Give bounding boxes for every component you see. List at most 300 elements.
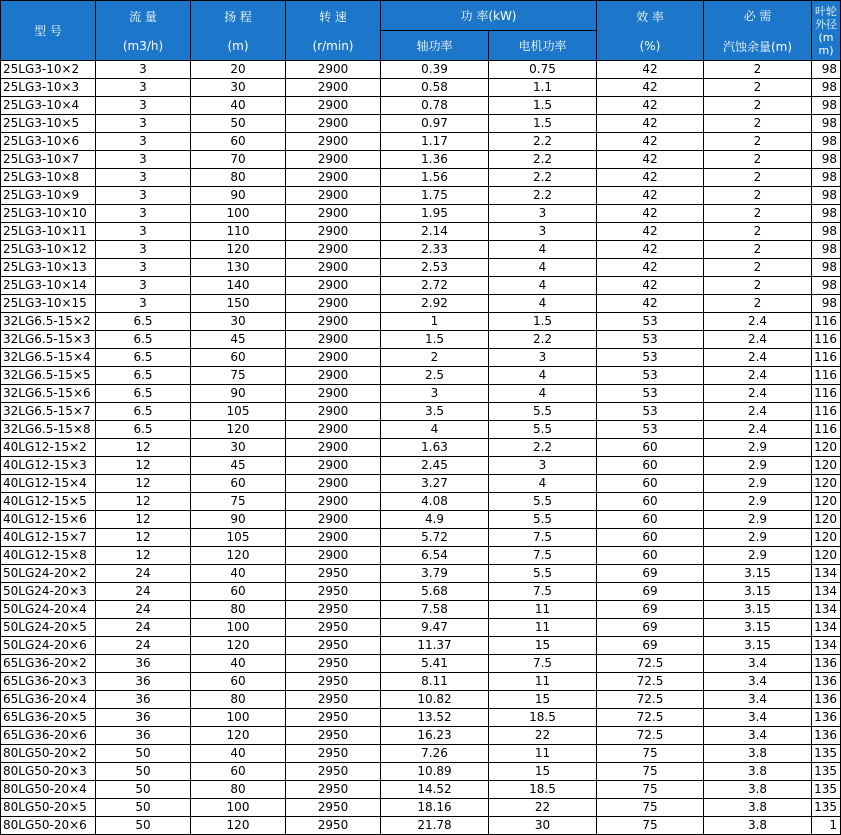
cell-model: 40LG12-15×5: [1, 493, 96, 511]
cell-head: 80: [191, 169, 286, 187]
table-row: [1, 691, 841, 709]
cell-model: 40LG12-15×4: [1, 475, 96, 493]
cell-flow: 3: [96, 295, 191, 313]
cell-speed: 2950: [286, 817, 381, 835]
cell-flow: 3: [96, 133, 191, 151]
cell-npsh: 2.9: [704, 547, 812, 565]
cell-shaft-power: 2.45: [381, 457, 489, 475]
cell-model: 80LG50-20×2: [1, 745, 96, 763]
cell-efficiency: 72.5: [597, 655, 704, 673]
table-row: [1, 439, 841, 457]
cell-npsh: 2: [704, 61, 812, 79]
cell-efficiency: 42: [597, 295, 704, 313]
cell-flow: 24: [96, 601, 191, 619]
cell-flow: 12: [96, 493, 191, 511]
cell-speed: 2900: [286, 223, 381, 241]
table-row: [1, 781, 841, 799]
cell-speed: 2900: [286, 187, 381, 205]
cell-shaft-power: 2.14: [381, 223, 489, 241]
cell-speed: 2950: [286, 619, 381, 637]
cell-model: 25LG3-10×9: [1, 187, 96, 205]
header-speed-label: 转 速: [319, 10, 347, 24]
cell-efficiency: 75: [597, 745, 704, 763]
cell-impeller: 116: [812, 349, 841, 367]
cell-head: 105: [191, 529, 286, 547]
cell-model: 25LG3-10×6: [1, 133, 96, 151]
cell-model: 80LG50-20×4: [1, 781, 96, 799]
cell-flow: 36: [96, 709, 191, 727]
cell-npsh: 2: [704, 133, 812, 151]
cell-model: 50LG24-20×2: [1, 565, 96, 583]
cell-npsh: 2: [704, 205, 812, 223]
cell-efficiency: 72.5: [597, 691, 704, 709]
cell-head: 120: [191, 421, 286, 439]
cell-speed: 2950: [286, 745, 381, 763]
cell-impeller: 135: [812, 781, 841, 799]
table-row: [1, 583, 841, 601]
cell-npsh: 2: [704, 97, 812, 115]
cell-flow: 36: [96, 691, 191, 709]
cell-speed: 2900: [286, 457, 381, 475]
cell-npsh: 2.9: [704, 511, 812, 529]
cell-shaft-power: 6.54: [381, 547, 489, 565]
cell-impeller: 98: [812, 151, 841, 169]
cell-npsh: 2.4: [704, 403, 812, 421]
cell-flow: 24: [96, 637, 191, 655]
cell-motor-power: 11: [489, 601, 597, 619]
cell-efficiency: 53: [597, 313, 704, 331]
table-row: [1, 277, 841, 295]
cell-speed: 2900: [286, 277, 381, 295]
cell-speed: 2900: [286, 169, 381, 187]
cell-efficiency: 75: [597, 799, 704, 817]
cell-speed: 2950: [286, 637, 381, 655]
cell-flow: 3: [96, 259, 191, 277]
cell-impeller: 116: [812, 403, 841, 421]
header-flow-label: 流 量: [129, 10, 157, 24]
cell-npsh: 3.8: [704, 745, 812, 763]
cell-head: 60: [191, 349, 286, 367]
cell-speed: 2900: [286, 241, 381, 259]
cell-npsh: 2.9: [704, 475, 812, 493]
cell-head: 130: [191, 259, 286, 277]
cell-speed: 2950: [286, 709, 381, 727]
cell-efficiency: 60: [597, 493, 704, 511]
cell-npsh: 2.9: [704, 493, 812, 511]
header-impeller: 叶轮外径(mm): [812, 1, 841, 61]
cell-efficiency: 69: [597, 565, 704, 583]
table-row: [1, 655, 841, 673]
cell-npsh: 3.4: [704, 655, 812, 673]
cell-efficiency: 42: [597, 187, 704, 205]
cell-speed: 2950: [286, 583, 381, 601]
cell-motor-power: 3: [489, 223, 597, 241]
cell-head: 40: [191, 655, 286, 673]
cell-model: 80LG50-20×5: [1, 799, 96, 817]
cell-impeller: 116: [812, 385, 841, 403]
cell-motor-power: 5.5: [489, 565, 597, 583]
cell-flow: 50: [96, 799, 191, 817]
cell-speed: 2900: [286, 403, 381, 421]
table-row: [1, 133, 841, 151]
cell-flow: 3: [96, 241, 191, 259]
cell-head: 45: [191, 331, 286, 349]
cell-flow: 50: [96, 763, 191, 781]
cell-shaft-power: 2: [381, 349, 489, 367]
cell-efficiency: 60: [597, 439, 704, 457]
cell-speed: 2900: [286, 367, 381, 385]
cell-flow: 3: [96, 169, 191, 187]
cell-head: 110: [191, 223, 286, 241]
cell-head: 30: [191, 439, 286, 457]
cell-npsh: 2.9: [704, 439, 812, 457]
cell-model: 40LG12-15×3: [1, 457, 96, 475]
cell-npsh: 2: [704, 241, 812, 259]
cell-npsh: 2: [704, 151, 812, 169]
table-row: [1, 241, 841, 259]
cell-shaft-power: 3.79: [381, 565, 489, 583]
cell-efficiency: 69: [597, 637, 704, 655]
cell-impeller: 120: [812, 547, 841, 565]
header-flow-unit: (m3/h): [122, 39, 164, 53]
cell-shaft-power: 2.72: [381, 277, 489, 295]
cell-model: 50LG24-20×6: [1, 637, 96, 655]
cell-motor-power: 3: [489, 349, 597, 367]
cell-efficiency: 53: [597, 367, 704, 385]
cell-head: 60: [191, 583, 286, 601]
cell-model: 40LG12-15×6: [1, 511, 96, 529]
header-flow: [96, 1, 191, 61]
cell-flow: 6.5: [96, 421, 191, 439]
cell-impeller: 116: [812, 331, 841, 349]
cell-efficiency: 42: [597, 241, 704, 259]
cell-impeller: 134: [812, 619, 841, 637]
cell-flow: 3: [96, 79, 191, 97]
cell-model: 25LG3-10×14: [1, 277, 96, 295]
cell-shaft-power: 1.56: [381, 169, 489, 187]
table-row: [1, 727, 841, 745]
table-row: [1, 565, 841, 583]
cell-model: 25LG3-10×7: [1, 151, 96, 169]
cell-impeller: 98: [812, 223, 841, 241]
cell-impeller: 136: [812, 727, 841, 745]
cell-model: 50LG24-20×4: [1, 601, 96, 619]
cell-model: 25LG3-10×15: [1, 295, 96, 313]
cell-npsh: 2: [704, 259, 812, 277]
cell-npsh: 3.8: [704, 817, 812, 835]
cell-efficiency: 53: [597, 331, 704, 349]
cell-impeller: 98: [812, 115, 841, 133]
header-speed: [286, 1, 381, 61]
cell-shaft-power: 13.52: [381, 709, 489, 727]
cell-motor-power: 15: [489, 691, 597, 709]
cell-efficiency: 60: [597, 547, 704, 565]
cell-efficiency: 42: [597, 205, 704, 223]
cell-shaft-power: 0.58: [381, 79, 489, 97]
cell-head: 100: [191, 619, 286, 637]
cell-motor-power: 1.5: [489, 313, 597, 331]
cell-npsh: 3.15: [704, 583, 812, 601]
cell-impeller: 120: [812, 439, 841, 457]
cell-flow: 50: [96, 817, 191, 835]
table-row: [1, 169, 841, 187]
cell-motor-power: 1.5: [489, 97, 597, 115]
cell-efficiency: 42: [597, 259, 704, 277]
cell-shaft-power: 5.68: [381, 583, 489, 601]
table-row: [1, 763, 841, 781]
cell-npsh: 2.4: [704, 421, 812, 439]
cell-head: 120: [191, 727, 286, 745]
table-row: [1, 367, 841, 385]
cell-motor-power: 1.5: [489, 115, 597, 133]
cell-npsh: 2.9: [704, 457, 812, 475]
cell-flow: 12: [96, 439, 191, 457]
cell-flow: 3: [96, 61, 191, 79]
table-row: [1, 601, 841, 619]
table-row: [1, 115, 841, 133]
cell-model: 65LG36-20×2: [1, 655, 96, 673]
cell-flow: 6.5: [96, 367, 191, 385]
cell-motor-power: 4: [489, 475, 597, 493]
cell-shaft-power: 1.36: [381, 151, 489, 169]
table-row: [1, 223, 841, 241]
cell-npsh: 3.8: [704, 781, 812, 799]
cell-impeller: 135: [812, 763, 841, 781]
header-npsh-label: 必 需: [743, 8, 772, 23]
cell-impeller: 134: [812, 583, 841, 601]
cell-model: 80LG50-20×3: [1, 763, 96, 781]
table-row: [1, 619, 841, 637]
cell-head: 45: [191, 457, 286, 475]
cell-shaft-power: 21.78: [381, 817, 489, 835]
cell-model: 32LG6.5-15×6: [1, 385, 96, 403]
cell-efficiency: 42: [597, 151, 704, 169]
cell-motor-power: 15: [489, 763, 597, 781]
cell-impeller: 116: [812, 421, 841, 439]
cell-speed: 2900: [286, 313, 381, 331]
cell-impeller: 120: [812, 511, 841, 529]
cell-impeller: 136: [812, 691, 841, 709]
cell-model: 65LG36-20×5: [1, 709, 96, 727]
cell-impeller: 136: [812, 655, 841, 673]
cell-flow: 6.5: [96, 349, 191, 367]
cell-impeller: 98: [812, 97, 841, 115]
cell-motor-power: 30: [489, 817, 597, 835]
cell-head: 40: [191, 565, 286, 583]
cell-speed: 2950: [286, 799, 381, 817]
cell-model: 25LG3-10×5: [1, 115, 96, 133]
cell-model: 25LG3-10×2: [1, 61, 96, 79]
table-row: [1, 547, 841, 565]
cell-shaft-power: 0.39: [381, 61, 489, 79]
cell-impeller: 116: [812, 367, 841, 385]
cell-speed: 2900: [286, 79, 381, 97]
table-row: [1, 457, 841, 475]
cell-npsh: 2.4: [704, 367, 812, 385]
table-row: [1, 745, 841, 763]
cell-efficiency: 53: [597, 421, 704, 439]
cell-speed: 2900: [286, 547, 381, 565]
cell-flow: 3: [96, 277, 191, 295]
cell-head: 120: [191, 547, 286, 565]
table-row: [1, 511, 841, 529]
cell-impeller: 120: [812, 529, 841, 547]
cell-head: 120: [191, 817, 286, 835]
table-row: [1, 295, 841, 313]
cell-speed: 2900: [286, 475, 381, 493]
cell-model: 65LG36-20×4: [1, 691, 96, 709]
cell-impeller: 134: [812, 637, 841, 655]
cell-impeller: 1: [812, 817, 841, 835]
cell-model: 40LG12-15×2: [1, 439, 96, 457]
table-row: [1, 637, 841, 655]
cell-impeller: 134: [812, 565, 841, 583]
cell-npsh: 2.4: [704, 385, 812, 403]
cell-speed: 2900: [286, 349, 381, 367]
cell-shaft-power: 16.23: [381, 727, 489, 745]
cell-speed: 2900: [286, 421, 381, 439]
cell-model: 32LG6.5-15×3: [1, 331, 96, 349]
cell-motor-power: 4: [489, 385, 597, 403]
header-model: 型 号: [1, 1, 96, 61]
cell-flow: 12: [96, 529, 191, 547]
cell-motor-power: 22: [489, 727, 597, 745]
cell-efficiency: 60: [597, 475, 704, 493]
table-row: [1, 79, 841, 97]
cell-shaft-power: 1.95: [381, 205, 489, 223]
cell-flow: 6.5: [96, 385, 191, 403]
cell-speed: 2950: [286, 655, 381, 673]
cell-model: 25LG3-10×11: [1, 223, 96, 241]
cell-flow: 6.5: [96, 331, 191, 349]
cell-head: 150: [191, 295, 286, 313]
cell-impeller: 135: [812, 745, 841, 763]
cell-efficiency: 72.5: [597, 673, 704, 691]
cell-head: 50: [191, 115, 286, 133]
cell-npsh: 2: [704, 187, 812, 205]
cell-flow: 12: [96, 475, 191, 493]
cell-motor-power: 18.5: [489, 709, 597, 727]
cell-npsh: 2: [704, 277, 812, 295]
cell-shaft-power: 1: [381, 313, 489, 331]
cell-efficiency: 72.5: [597, 709, 704, 727]
cell-npsh: 3.15: [704, 601, 812, 619]
cell-flow: 3: [96, 115, 191, 133]
table-header: [1, 1, 841, 61]
cell-npsh: 2: [704, 79, 812, 97]
cell-efficiency: 75: [597, 817, 704, 835]
cell-flow: 24: [96, 565, 191, 583]
table-row: [1, 799, 841, 817]
cell-impeller: 98: [812, 79, 841, 97]
cell-npsh: 2.9: [704, 529, 812, 547]
cell-head: 20: [191, 61, 286, 79]
cell-flow: 12: [96, 547, 191, 565]
cell-shaft-power: 14.52: [381, 781, 489, 799]
cell-efficiency: 42: [597, 61, 704, 79]
cell-npsh: 3.15: [704, 619, 812, 637]
cell-impeller: 98: [812, 133, 841, 151]
cell-speed: 2950: [286, 601, 381, 619]
cell-motor-power: 1.1: [489, 79, 597, 97]
cell-head: 100: [191, 799, 286, 817]
cell-efficiency: 75: [597, 781, 704, 799]
cell-head: 120: [191, 637, 286, 655]
cell-efficiency: 53: [597, 385, 704, 403]
cell-flow: 3: [96, 151, 191, 169]
cell-efficiency: 69: [597, 601, 704, 619]
cell-efficiency: 42: [597, 223, 704, 241]
cell-motor-power: 4: [489, 295, 597, 313]
cell-npsh: 3.4: [704, 727, 812, 745]
table-row: [1, 493, 841, 511]
table-row: [1, 349, 841, 367]
table-row: [1, 205, 841, 223]
header-npsh-sub: 汽蚀余量(m): [722, 39, 793, 54]
cell-impeller: 135: [812, 799, 841, 817]
cell-model: 65LG36-20×6: [1, 727, 96, 745]
cell-shaft-power: 9.47: [381, 619, 489, 637]
cell-shaft-power: 1.63: [381, 439, 489, 457]
cell-speed: 2950: [286, 565, 381, 583]
cell-flow: 12: [96, 457, 191, 475]
table-row: [1, 151, 841, 169]
cell-motor-power: 11: [489, 673, 597, 691]
cell-flow: 6.5: [96, 313, 191, 331]
cell-model: 32LG6.5-15×8: [1, 421, 96, 439]
table-row: [1, 817, 841, 835]
cell-efficiency: 60: [597, 457, 704, 475]
cell-efficiency: 42: [597, 133, 704, 151]
cell-efficiency: 42: [597, 277, 704, 295]
cell-motor-power: 5.5: [489, 511, 597, 529]
table-row: [1, 187, 841, 205]
cell-flow: 3: [96, 223, 191, 241]
cell-impeller: 98: [812, 169, 841, 187]
cell-model: 25LG3-10×8: [1, 169, 96, 187]
cell-model: 25LG3-10×12: [1, 241, 96, 259]
cell-head: 90: [191, 511, 286, 529]
cell-motor-power: 2.2: [489, 169, 597, 187]
cell-efficiency: 60: [597, 511, 704, 529]
cell-speed: 2900: [286, 493, 381, 511]
table-body: [1, 61, 841, 835]
cell-head: 80: [191, 601, 286, 619]
cell-npsh: 3.15: [704, 637, 812, 655]
cell-head: 105: [191, 403, 286, 421]
header-npsh: [704, 1, 812, 61]
table-row: [1, 259, 841, 277]
cell-impeller: 116: [812, 313, 841, 331]
cell-model: 32LG6.5-15×5: [1, 367, 96, 385]
cell-efficiency: 42: [597, 79, 704, 97]
cell-shaft-power: 10.82: [381, 691, 489, 709]
cell-model: 32LG6.5-15×7: [1, 403, 96, 421]
cell-motor-power: 2.2: [489, 331, 597, 349]
cell-shaft-power: 4: [381, 421, 489, 439]
cell-model: 65LG36-20×3: [1, 673, 96, 691]
cell-flow: 3: [96, 97, 191, 115]
cell-npsh: 3.8: [704, 799, 812, 817]
header-efficiency-unit: (%): [639, 39, 661, 53]
cell-model: 40LG12-15×7: [1, 529, 96, 547]
cell-efficiency: 42: [597, 97, 704, 115]
cell-head: 60: [191, 673, 286, 691]
cell-head: 80: [191, 691, 286, 709]
cell-shaft-power: 3: [381, 385, 489, 403]
cell-efficiency: 42: [597, 169, 704, 187]
cell-motor-power: 7.5: [489, 655, 597, 673]
